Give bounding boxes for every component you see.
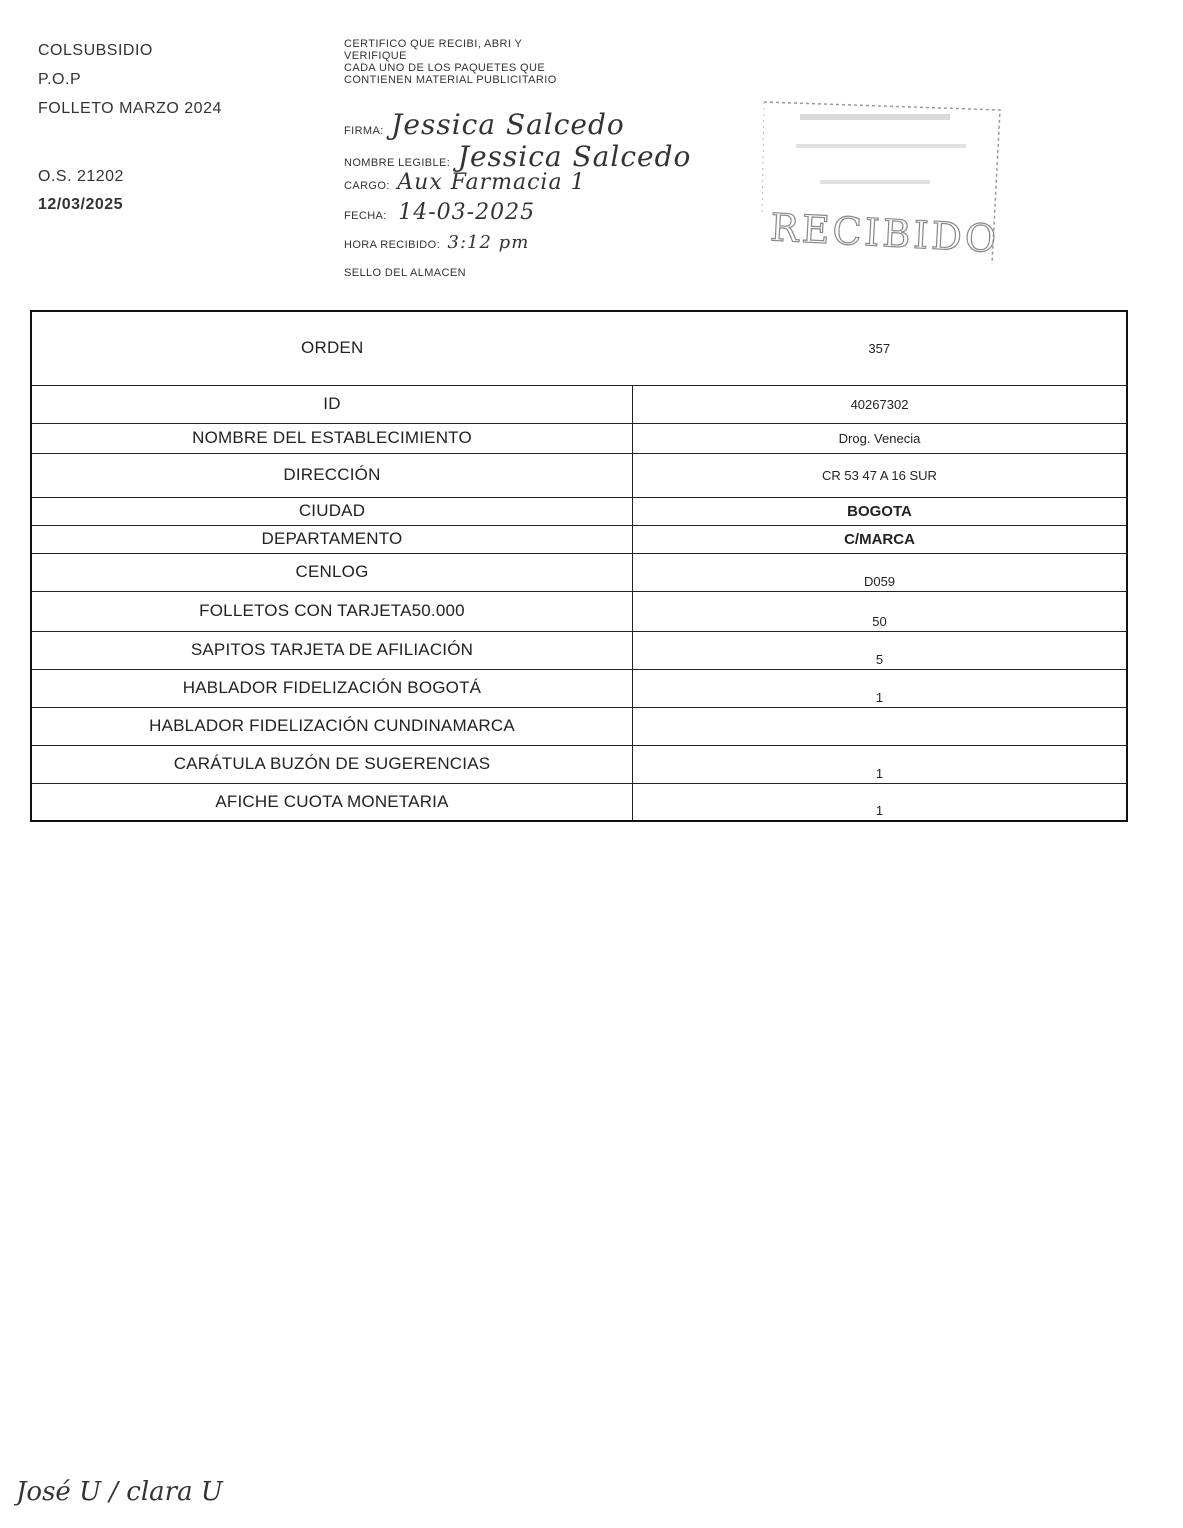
row-label: FOLLETOS CON TARJETA50.000 — [31, 591, 633, 631]
footer-handwritten-note — [14, 1450, 274, 1520]
footer-signature: José U / clara U — [16, 1477, 223, 1507]
cargo-row — [344, 170, 586, 195]
firma-signature: Jessica Salcedo — [391, 108, 625, 141]
orden-row — [31, 311, 1127, 385]
company-name: COLSUBSIDIO — [38, 42, 153, 59]
nombre-value: Jessica Salcedo — [457, 140, 692, 173]
certificate-text — [344, 38, 604, 86]
table-row — [31, 631, 1127, 669]
row-value: 5 — [633, 631, 1128, 669]
table-row — [31, 707, 1127, 745]
row-value — [633, 707, 1128, 745]
row-label: DIRECCIÓN — [31, 453, 633, 497]
pop-label: P.O.P — [38, 71, 82, 88]
firma-row — [344, 108, 625, 141]
table-row — [31, 783, 1127, 821]
hora-value: 3:12 pm — [447, 232, 530, 253]
sello-label: SELLO DEL ALMACEN — [344, 267, 466, 279]
nombre-label: NOMBRE LEGIBLE: — [344, 157, 451, 169]
order-table — [30, 310, 1128, 822]
table-row — [31, 591, 1127, 631]
table-row — [31, 553, 1127, 591]
row-value: 1 — [633, 669, 1128, 707]
row-value: Drog. Venecia — [633, 423, 1128, 453]
row-value: 1 — [633, 745, 1128, 783]
row-value: 1 — [633, 783, 1128, 821]
fecha-value: 14-03-2025 — [398, 200, 536, 225]
stamp-text: RECIBIDO — [769, 205, 1001, 262]
row-label: HABLADOR FIDELIZACIÓN CUNDINAMARCA — [31, 707, 633, 745]
row-value: 50 — [633, 591, 1128, 631]
table-row — [31, 385, 1127, 423]
fecha-row — [344, 200, 535, 225]
row-label: CIUDAD — [31, 497, 633, 525]
row-label: NOMBRE DEL ESTABLECIMIENTO — [31, 423, 633, 453]
table-row — [31, 525, 1127, 553]
folleto-label: FOLLETO MARZO 2024 — [38, 100, 222, 117]
table-row — [31, 497, 1127, 525]
hora-row — [344, 232, 529, 253]
row-label: DEPARTAMENTO — [31, 525, 633, 553]
row-value: BOGOTA — [633, 497, 1128, 525]
os-number: O.S. 21202 — [38, 168, 124, 185]
nombre-row — [344, 140, 691, 173]
table-row — [31, 745, 1127, 783]
hora-label: HORA RECIBIDO: — [344, 239, 441, 251]
row-value: C/MARCA — [633, 525, 1128, 553]
row-label: ID — [31, 385, 633, 423]
row-value: 40267302 — [633, 385, 1128, 423]
received-stamp — [760, 96, 1005, 266]
orden-label: ORDEN — [31, 311, 633, 385]
orden-value: 357 — [633, 311, 1128, 385]
row-value: D059 — [633, 553, 1128, 591]
row-value: CR 53 47 A 16 SUR — [633, 453, 1128, 497]
fecha-label: FECHA: — [344, 210, 387, 222]
cert-line-1: CERTIFICO QUE RECIBI, ABRI Y — [344, 38, 523, 50]
sello-row — [344, 267, 466, 279]
row-label: SAPITOS TARJETA DE AFILIACIÓN — [31, 631, 633, 669]
cargo-label: CARGO: — [344, 180, 390, 192]
cert-line-4: CONTIENEN MATERIAL PUBLICITARIO — [344, 74, 557, 86]
cargo-value: Aux Farmacia 1 — [397, 170, 586, 195]
row-label: AFICHE CUOTA MONETARIA — [31, 783, 633, 821]
table-row — [31, 453, 1127, 497]
row-label: HABLADOR FIDELIZACIÓN BOGOTÁ — [31, 669, 633, 707]
header-date: 12/03/2025 — [38, 196, 124, 213]
order-block — [38, 163, 124, 219]
cert-line-3: CADA UNO DE LOS PAQUETES QUE — [344, 62, 546, 74]
row-label: CARÁTULA BUZÓN DE SUGERENCIAS — [31, 745, 633, 783]
table-row — [31, 669, 1127, 707]
firma-label: FIRMA: — [344, 125, 384, 137]
cert-line-2: VERIFIQUE — [344, 50, 407, 62]
header-block — [38, 36, 222, 123]
row-label: CENLOG — [31, 553, 633, 591]
table-row — [31, 423, 1127, 453]
